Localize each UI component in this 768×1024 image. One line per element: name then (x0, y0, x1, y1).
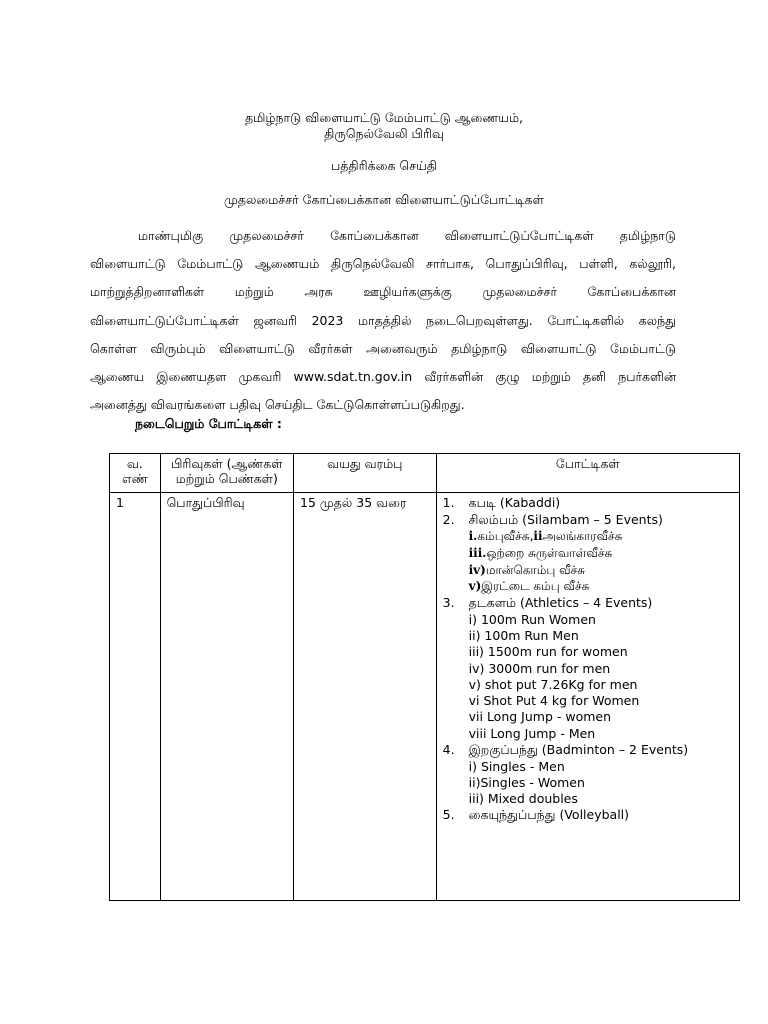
sub-event: vii Long Jump - women (468, 709, 612, 725)
sub-event-marker: v) (468, 579, 482, 594)
sub-event-marker: ii (533, 529, 543, 543)
header-serial-line1: வ. (126, 456, 143, 471)
event-number: 3. (442, 595, 455, 611)
sub-event: ii)Singles - Women (468, 774, 585, 790)
header-division (160, 454, 293, 493)
header-serial-line2: எண் (121, 471, 148, 486)
table-header-row (110, 454, 740, 493)
sub-event-marker: iii. (468, 545, 487, 560)
document-title: முதலமைச்சர் கோப்பைக்கான விளையாட்டுப்போட்டிகள் (224, 192, 544, 207)
event-item (443, 495, 733, 512)
event-item (443, 512, 733, 529)
sub-event: viii Long Jump - Men (468, 725, 596, 741)
paragraph-line: அனைத்து விவரங்களை பதிவு செய்திட கேட்டுகொள்ளப்படுகிறது. (90, 397, 465, 413)
age-limit-cell: 15 முதல் 35 வரை (294, 493, 437, 901)
serial-number-cell: 1 (110, 493, 161, 901)
event-label: தடகளம் (Athletics – 4 Events) (468, 595, 653, 611)
paragraph-line: விளையாட்டுப்போட்டிகள் ஜனவரி 2023 மாதத்தில் நடைபெறவுள்ளது. போட்டிகளில் கலந்து (90, 312, 676, 328)
paragraph-line: மாற்றுத்திறனாளிகள் மற்றும் அரசு ஊழியர்களுக்கு முதலமைச்சர் கோப்பைக்கான (90, 284, 676, 300)
sub-event: vi Shot Put 4 kg for Women (468, 693, 640, 709)
header-age-limit: வயது வரம்பு (294, 454, 437, 493)
event-label: இறகுப்பந்து (Badminton – 2 Events) (468, 742, 689, 758)
sub-event-label: ஒற்றை சுருள்வாள்வீச்சு (486, 545, 613, 560)
paragraph-line: விளையாட்டு மேம்பாட்டு ஆணையம் திருநெல்வேலி சார்பாக, பொதுப்பிரிவு, பள்ளி, கல்லூரி, (90, 256, 676, 272)
event-item (443, 595, 733, 612)
event-item (443, 807, 733, 824)
table-row (110, 493, 740, 901)
authority-name: தமிழ்நாடு விளையாட்டு மேம்பாட்டு ஆணையம், (244, 110, 524, 125)
sub-event: v) shot put 7.26Kg for men (468, 676, 638, 692)
sub-event (443, 545, 733, 562)
sub-event-label: கம்புவீச்சு, (477, 529, 534, 543)
event-number: 5. (442, 807, 455, 823)
sub-event: i) Singles - Men (468, 758, 565, 774)
event-number: 2. (442, 511, 455, 527)
header-serial-number (110, 454, 161, 493)
announcement-paragraph (90, 226, 676, 423)
header-events: போட்டிகள் (436, 454, 739, 493)
events-cell (436, 493, 739, 901)
paragraph-line: மாண்புமிகு முதலமைச்சர் கோப்பைக்கான விளையாட்டுப்போட்டிகள் தமிழ்நாடு (138, 228, 676, 243)
sub-event (443, 578, 733, 595)
sub-event-label: இரட்டை கம்பு வீச்சு (481, 579, 590, 594)
sub-event: iii) Mixed doubles (468, 791, 578, 807)
paragraph-line: கொள்ள விரும்பும் விளையாட்டு வீரர்கள் அனைவரும் தமிழ்நாடு விளையாட்டு மேம்பாட்டு (90, 340, 676, 356)
division-cell: பொதுப்பிரிவு (160, 493, 293, 901)
sub-event: iii) 1500m run for women (468, 644, 628, 660)
press-release-label: பத்திரிக்கை செய்தி (330, 158, 438, 173)
sub-event-marker: i. (468, 529, 478, 543)
event-number: 4. (442, 742, 455, 758)
event-item (443, 742, 733, 759)
event-label: சிலம்பம் (Silambam – 5 Events) (468, 511, 663, 527)
event-number: 1. (442, 495, 455, 510)
event-label: கையுந்துப்பந்து (Volleyball) (468, 807, 630, 823)
header-division-line2: மற்றும் பெண்கள்) (175, 471, 278, 486)
sub-event: iv) 3000m run for men (468, 660, 611, 676)
division-name: திருநெல்வேலி பிரிவு (324, 126, 444, 141)
paragraph-line: ஆணைய இணையதள முகவரி www.sdat.tn.gov.in வீரர்களின் குழு மற்றும் தனி நபர்களின் (90, 368, 676, 384)
events-table (109, 453, 740, 901)
sub-event (443, 562, 733, 579)
sub-event: i) 100m Run Women (468, 611, 596, 627)
sub-event-marker: iv) (468, 562, 486, 577)
sub-event (443, 528, 733, 545)
event-label: கபடி (Kabaddi) (468, 495, 561, 510)
sub-event-label: மான்கொம்பு வீச்சு (485, 562, 586, 577)
events-heading: நடைபெறும் போட்டிகள் : (135, 416, 282, 431)
header-division-line1: பிரிவுகள் (ஆண்கள் (171, 456, 283, 471)
sub-event-label: அலங்காரவீச்சு (542, 529, 623, 543)
sub-event: ii) 100m Run Men (468, 627, 579, 643)
